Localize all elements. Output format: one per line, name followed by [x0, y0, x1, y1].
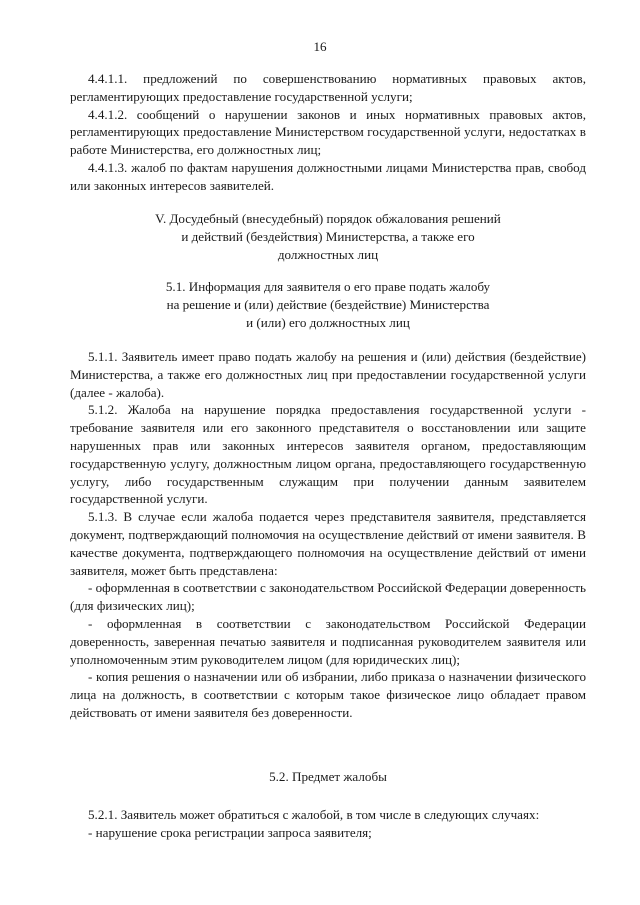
list-item: - нарушение срока регистрации запроса заявителя;	[88, 824, 372, 840]
section-v-heading	[70, 210, 586, 263]
paragraph: 5.1.1. Заявитель имеет право подать жалобу на решения и (или) действия (бездействие) Министерства, а также его должностных лиц при предоставлении государственной услуги (далее - жалоба).	[70, 349, 586, 400]
paragraph: 5.1.2. Жалоба на нарушение порядка предоставления государственной услуги - требование заявителя или его законного представителя о восстановлении или защите нарушенных прав или законных интересов заявителя органом, предоставляющим государственную услугу, должностным лицом органа, предоставляющего государственную услугу, либо государственным служащим при получении данным заявителем государственной услуги.	[70, 402, 586, 507]
block-5-2	[70, 806, 586, 842]
heading-line: и (или) его должностных лиц	[246, 314, 410, 330]
paragraph: 4.4.1.2. сообщений о нарушении законов и иных нормативных правовых актов, регламентирующих предоставление Министерством государственной услуги, недостатках в работе Министерства, его должностных лиц;	[70, 106, 586, 158]
heading-line: 5.2. Предмет жалобы	[269, 769, 387, 784]
section-5-1-heading	[70, 278, 586, 331]
paragraph: 5.1.3. В случае если жалоба подается через представителя заявителя, представляется документ, подтверждающий полномочия на осуществление действий от имени заявителя. В качестве документа, подтверждающего полномочия на осуществление действий от имени заявителя, может быть представлена:	[70, 509, 586, 578]
heading-line: 5.1. Информация для заявителя о его праве подать жалобу	[165, 279, 491, 294]
block-5-1	[70, 348, 586, 722]
heading-line: на решение и (или) действие (бездействие) Министерства	[166, 296, 490, 312]
heading-line: должностных лиц	[277, 246, 379, 262]
paragraph: 5.2.1. Заявитель может обратиться с жалобой, в том числе в следующих случаях:	[88, 807, 540, 822]
paragraph: 4.4.1.3. жалоб по фактам нарушения должностными лицами Министерства прав, свобод или законных интересов заявителей.	[70, 159, 586, 193]
heading-line: и действий (бездействия) Министерства, а также его	[181, 228, 475, 244]
section-5-2-heading	[70, 768, 586, 786]
paragraph: 4.4.1.1. предложений по совершенствованию нормативных правовых актов, регламентирующих предоставление государственной услуги;	[70, 71, 586, 104]
block-4-4-1	[70, 70, 586, 195]
list-item: - оформленная в соответствии с законодательством Российской Федерации доверенность (для физических лиц);	[70, 580, 586, 614]
heading-line: V. Досудебный (внесудебный) порядок обжалования решений	[155, 211, 501, 226]
page-number: 16	[313, 39, 327, 54]
list-item: - оформленная в соответствии с законодательством Российской Федерации доверенность, заверенная печатью заявителя и подписанная руководителем заявителя или уполномоченным этим руководителем лицом (для юридических лиц);	[70, 615, 586, 667]
list-item: - копия решения о назначении или об избрании, либо приказа о назначении физического лица на должность, в соответствии с которым такое физическое лицо обладает правом действовать от имени заявителя без доверенности.	[70, 669, 586, 720]
